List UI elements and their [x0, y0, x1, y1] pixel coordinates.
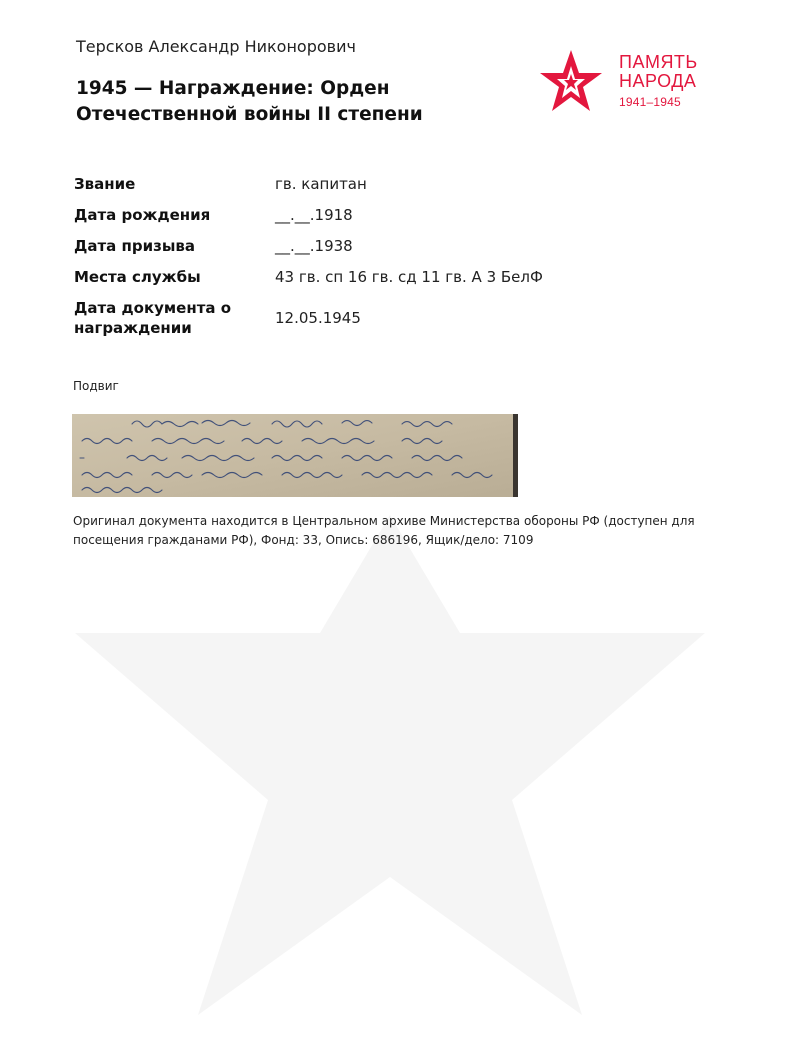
detail-row-conscription-date: [74, 230, 694, 261]
person-name: Терсков Александр Никонорович: [76, 37, 356, 56]
detail-value: __.__.1938: [275, 236, 353, 255]
logo-text: [619, 53, 698, 110]
detail-row-document-date: [74, 292, 694, 344]
detail-label: Дата рождения: [74, 205, 211, 224]
pamyat-naroda-logo[interactable]: [538, 48, 718, 114]
detail-value: 43 гв. сп 16 гв. сд 11 гв. А 3 БелФ: [275, 267, 543, 286]
feat-label: Подвиг: [73, 379, 119, 393]
red-star-icon: [538, 48, 604, 114]
logo-line-1: ПАМЯТЬ: [619, 52, 698, 72]
logo-line-2: НАРОДА: [619, 71, 697, 91]
detail-label: Дата призыва: [74, 236, 196, 255]
detail-row-rank: [74, 168, 694, 199]
detail-label: Звание: [74, 174, 136, 193]
detail-value: 12.05.1945: [275, 309, 361, 327]
award-details-table: [74, 168, 694, 344]
star-watermark-icon: [60, 515, 720, 1015]
archive-note: Оригинал документа находится в Центральном архиве Министерства обороны РФ (доступен для посещения гражданами РФ), Фонд: 33, Опись: 686196, Ящик/дело: 7109: [73, 514, 695, 547]
detail-value: гв. капитан: [275, 174, 367, 193]
detail-value: __.__.1918: [275, 205, 353, 224]
detail-label: Места службы: [74, 267, 201, 286]
handwritten-document-image[interactable]: [72, 414, 518, 497]
award-title: 1945 — Награждение: Орден Отечественной войны II степени: [76, 78, 423, 125]
detail-row-service-places: [74, 261, 694, 292]
logo-years: 1941–1945: [619, 95, 681, 109]
detail-row-birth-date: [74, 199, 694, 230]
detail-label: Дата документа о награждении: [74, 299, 232, 337]
